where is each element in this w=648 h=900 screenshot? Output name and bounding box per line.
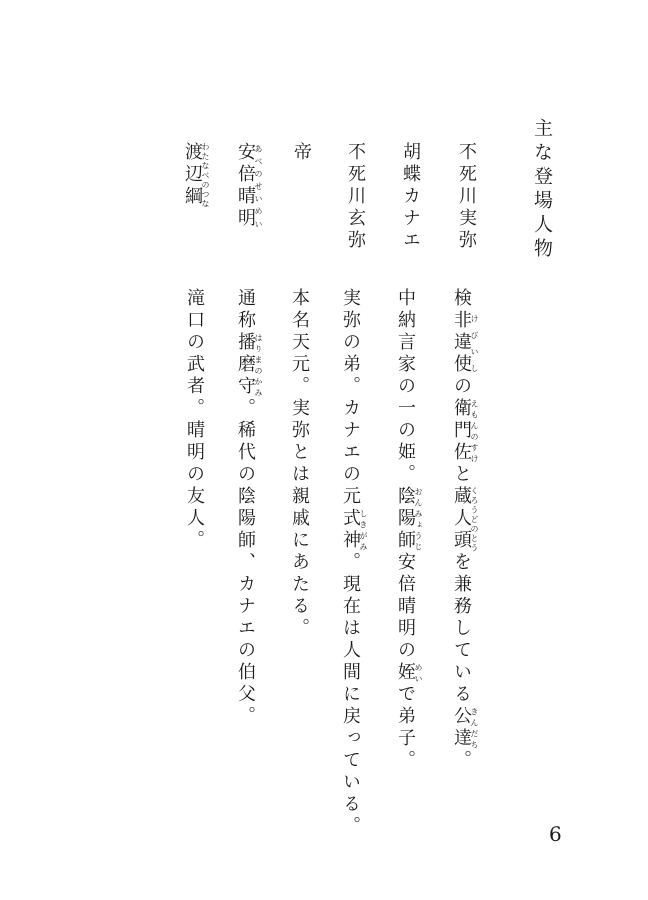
- character-name-kanae: 胡蝶カナエ: [400, 142, 421, 252]
- character-name-sanemi: 不死川実弥: [456, 142, 477, 252]
- page-title: 主な登場人物: [531, 118, 553, 262]
- character-name-tsuna: 渡辺綱わたなべのつな: [182, 142, 210, 208]
- character-desc-kanae: 中納言家の一の姫。陰陽師おんみょうじ安倍晴明の姪めいで弟子。: [395, 288, 423, 772]
- character-desc-sanemi: 検非違使けびいしの衛門佐えもんのすけと蔵人頭くろうどのとうを兼務している公達きんだち。: [451, 288, 479, 772]
- character-name-seimei: 安倍晴明あべのせいめい: [235, 142, 263, 230]
- character-name-genya: 不死川玄弥: [345, 142, 366, 252]
- character-desc-genya: 実弥の弟。カナエの元式神しきがみ。現在は人間に戻っている。: [340, 288, 368, 838]
- character-desc-seimei: 通称播磨守はりまのかみ。稀代の陰陽師、カナエの伯父。: [235, 288, 263, 728]
- page-number: 6: [549, 822, 562, 846]
- character-desc-mikado: 本名天元。実弥とは親戚にあたる。: [289, 288, 310, 640]
- character-desc-tsuna: 滝口の武者。晴明の友人。: [184, 288, 205, 552]
- character-name-mikado: 帝: [291, 142, 312, 164]
